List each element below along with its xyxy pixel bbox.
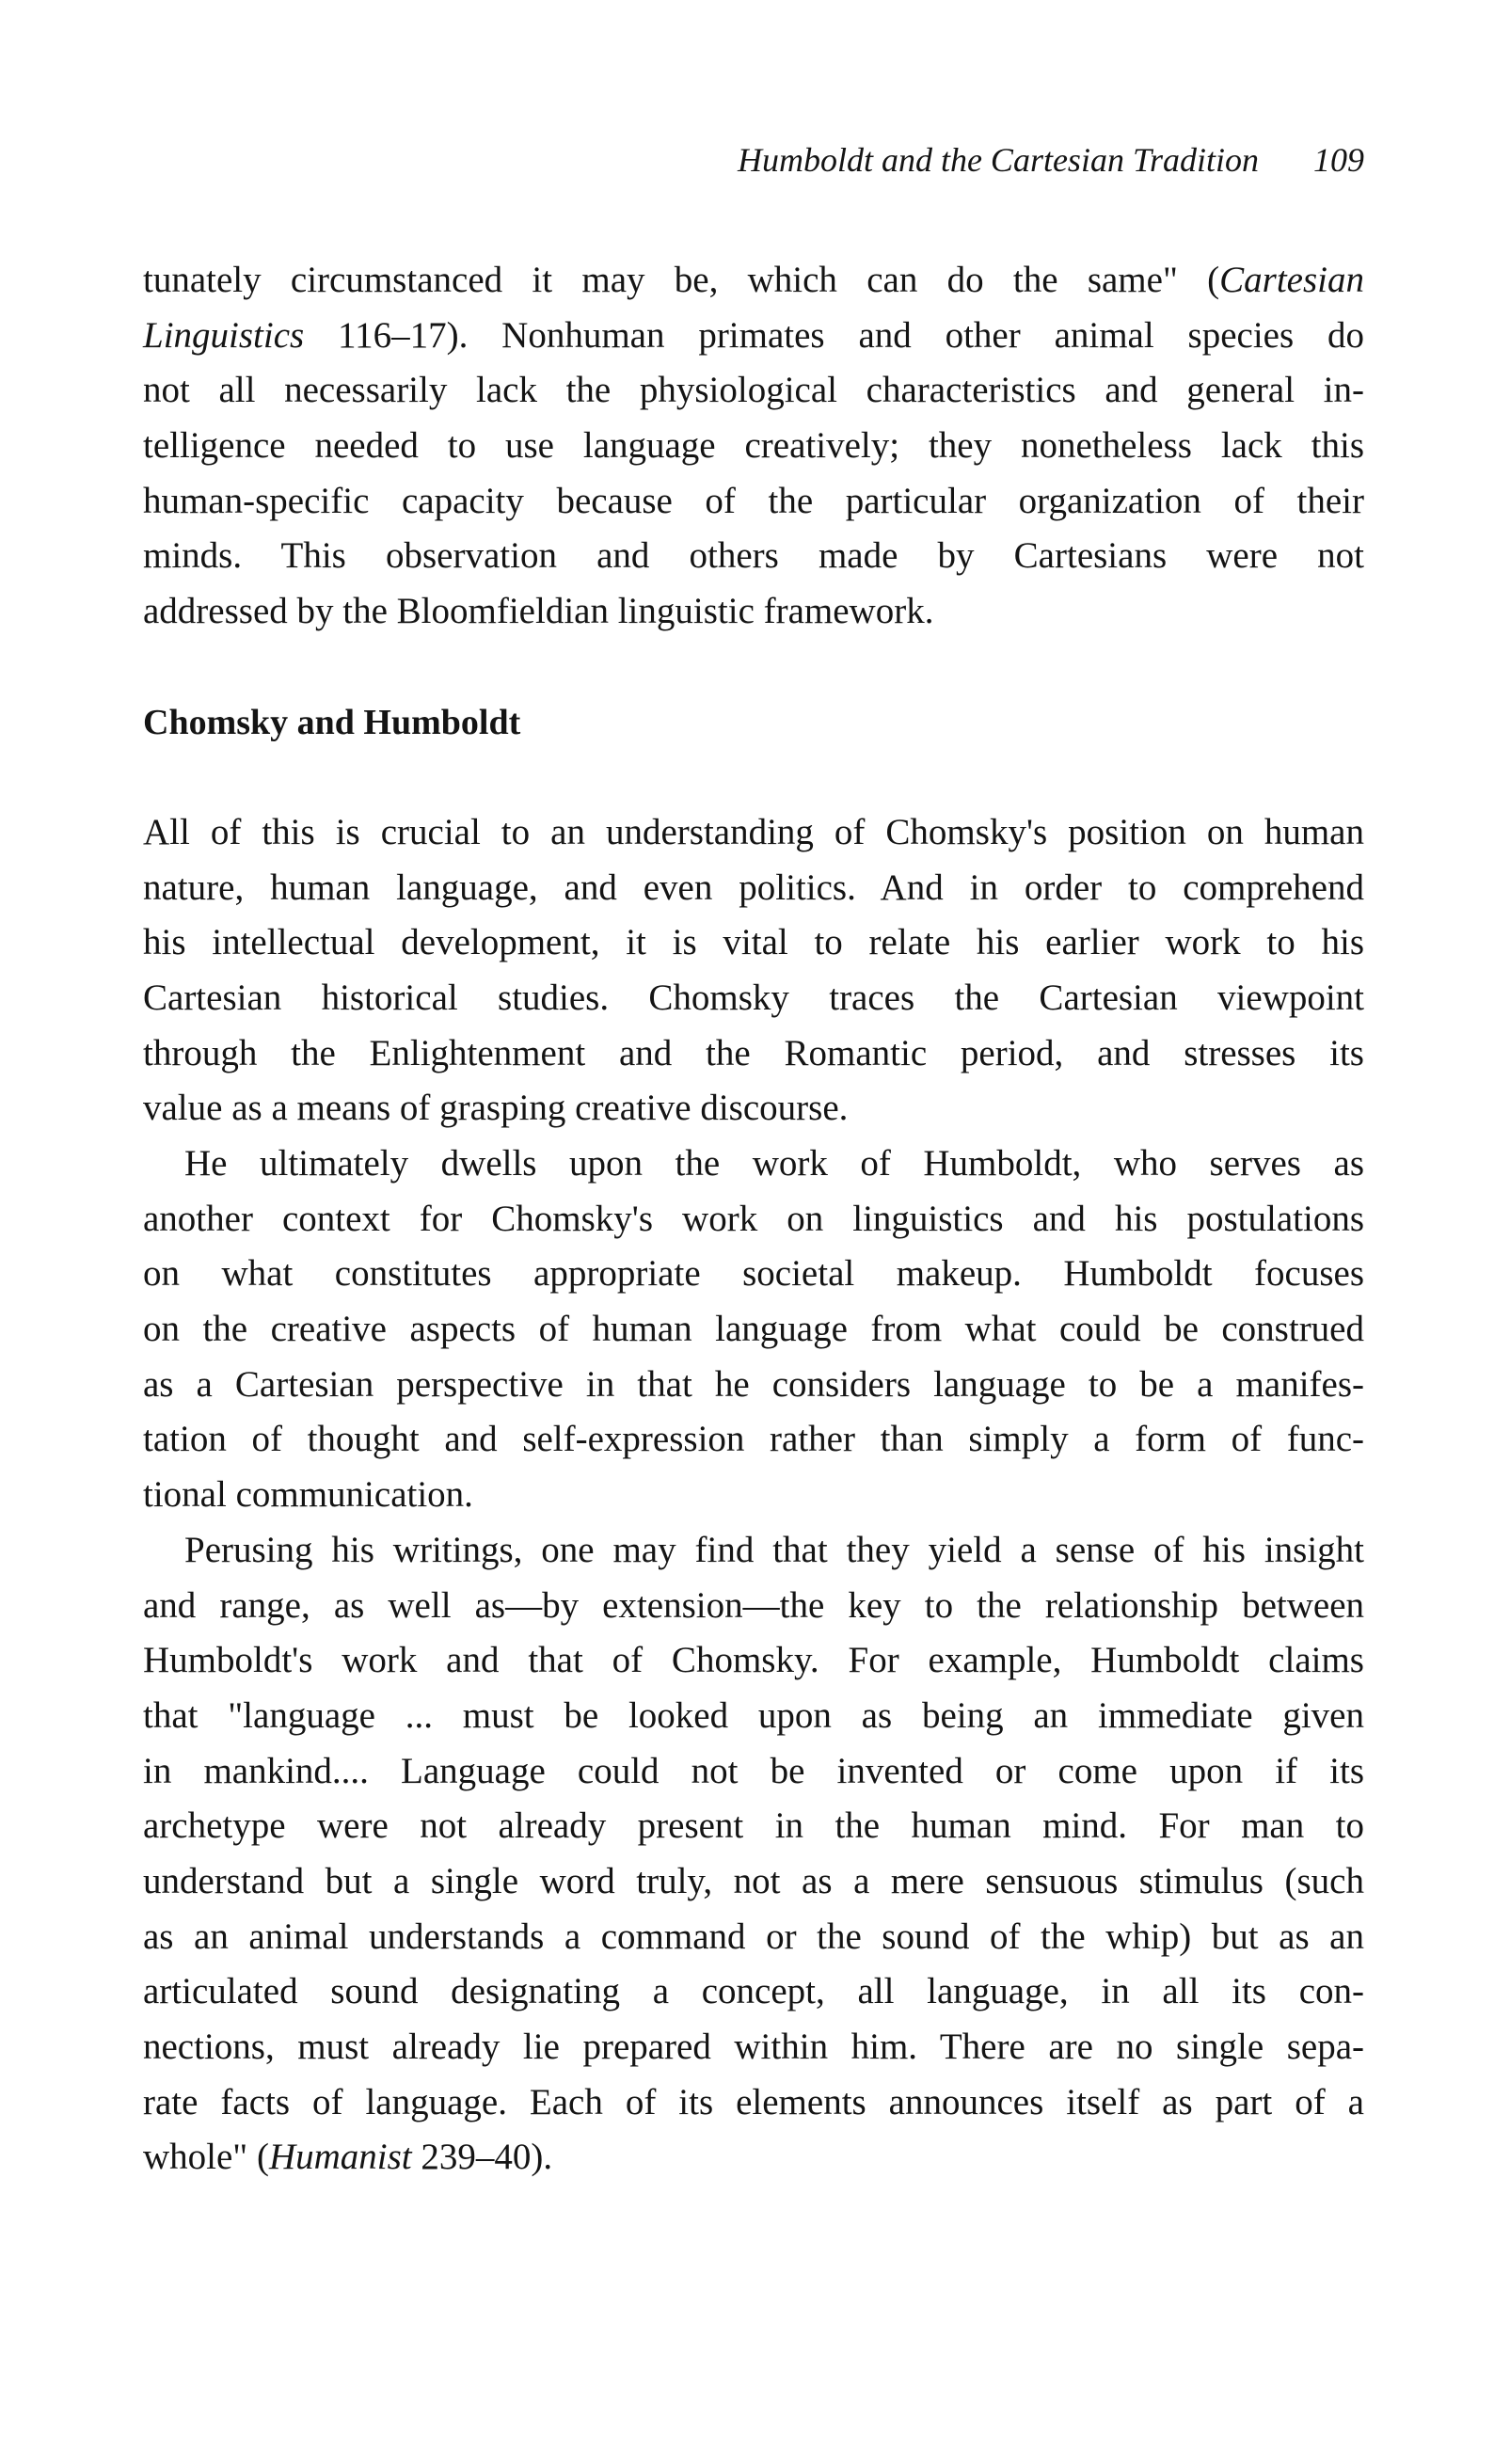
text-line: on the creative aspects of human language from what could be construed (143, 1309, 1364, 1350)
paragraph (143, 1137, 1364, 1523)
text-line: as an animal understands a command or the sound of the whip) but as an (143, 1916, 1364, 1957)
text-line: that "language ... must be looked upon as being an immediate given (143, 1694, 1364, 1736)
text-line: understand but a single word truly, not as a mere sensuous stimulus (such (143, 1860, 1364, 1901)
text-line: articulated sound designating a concept, all language, in all its con- (143, 1971, 1364, 2012)
text-line: rate facts of language. Each of its elements announces itself as part of a (143, 2081, 1364, 2122)
text-line: another context for Chomsky's work on linguistics and his postulations (143, 1198, 1364, 1239)
paragraph-continued (143, 253, 1364, 640)
text-line: and range, as well as—by extension—the key to the relationship between (143, 1584, 1364, 1626)
citation-title: Humanist (268, 2137, 412, 2178)
text-line: on what constitutes appropriate societal makeup. Humboldt focuses (143, 1253, 1364, 1295)
running-head (738, 139, 1364, 181)
text-line: He ultimately dwells upon the work of Humboldt, who serves as (184, 1143, 1364, 1184)
running-head-title: Humboldt and the Cartesian Tradition (737, 141, 1259, 179)
body-text (143, 253, 1364, 2186)
paragraph (143, 805, 1364, 1137)
text-line: tation of thought and self-expression rather than simply a form of func- (143, 1419, 1364, 1460)
text-line: minds. This observation and others made by Cartesians were not (143, 535, 1364, 577)
text-line: tional communication. (143, 1474, 473, 1516)
text-line (143, 2130, 1364, 2186)
text-line: through the Enlightenment and the Romantic period, and stresses its (143, 1032, 1364, 1073)
book-page (143, 0, 1364, 2464)
text-line (143, 253, 1364, 309)
text-line: Perusing his writings, one may find that they yield a sense of his insight (184, 1529, 1364, 1570)
text-line: telligence needed to use language creatively; they nonetheless lack this (143, 425, 1364, 467)
text-line: in mankind.... Language could not be invented or come upon if its (143, 1750, 1364, 1791)
text-line: as a Cartesian perspective in that he considers language to be a manifes- (143, 1363, 1364, 1405)
text-line: Humboldt's work and that of Chomsky. For example, Humboldt claims (143, 1640, 1364, 1681)
spacer (143, 640, 1364, 695)
text-line (143, 309, 1364, 364)
page-number: 109 (1313, 141, 1364, 179)
text-span: 239–40). (411, 2137, 553, 2178)
text-line: human-specific capacity because of the particular organization of their (143, 480, 1364, 521)
text-line: nections, must already lie prepared within him. There are no single sepa- (143, 2027, 1364, 2067)
text-line: archetype were not already present in the human mind. For man to (143, 1805, 1364, 1847)
paragraph (143, 1523, 1364, 2186)
spacer (143, 750, 1364, 805)
text-line: his intellectual development, it is vital to relate his earlier work to his (143, 922, 1364, 963)
text-line: not all necessarily lack the physiological characteristics and general in- (143, 370, 1364, 411)
citation-title: Cartesian (1219, 260, 1364, 300)
text-span: 116–17). Nonhuman primates and other animal species do (304, 314, 1364, 356)
text-line: nature, human language, and even politics. And in order to comprehend (143, 866, 1364, 908)
text-line: value as a means of grasping creative discourse. (143, 1088, 849, 1129)
section-heading: Chomsky and Humboldt (143, 702, 521, 742)
text-span: tunately circumstanced it may be, which can do the same" ( (143, 260, 1220, 300)
text-line: Cartesian historical studies. Chomsky traces the Cartesian viewpoint (143, 977, 1364, 1018)
citation-title: Linguistics (143, 314, 305, 356)
text-line: All of this is crucial to an understanding of Chomsky's position on human (143, 811, 1364, 852)
text-line: addressed by the Bloomfieldian linguistic framework. (143, 591, 934, 632)
text-span: whole" ( (143, 2137, 269, 2178)
